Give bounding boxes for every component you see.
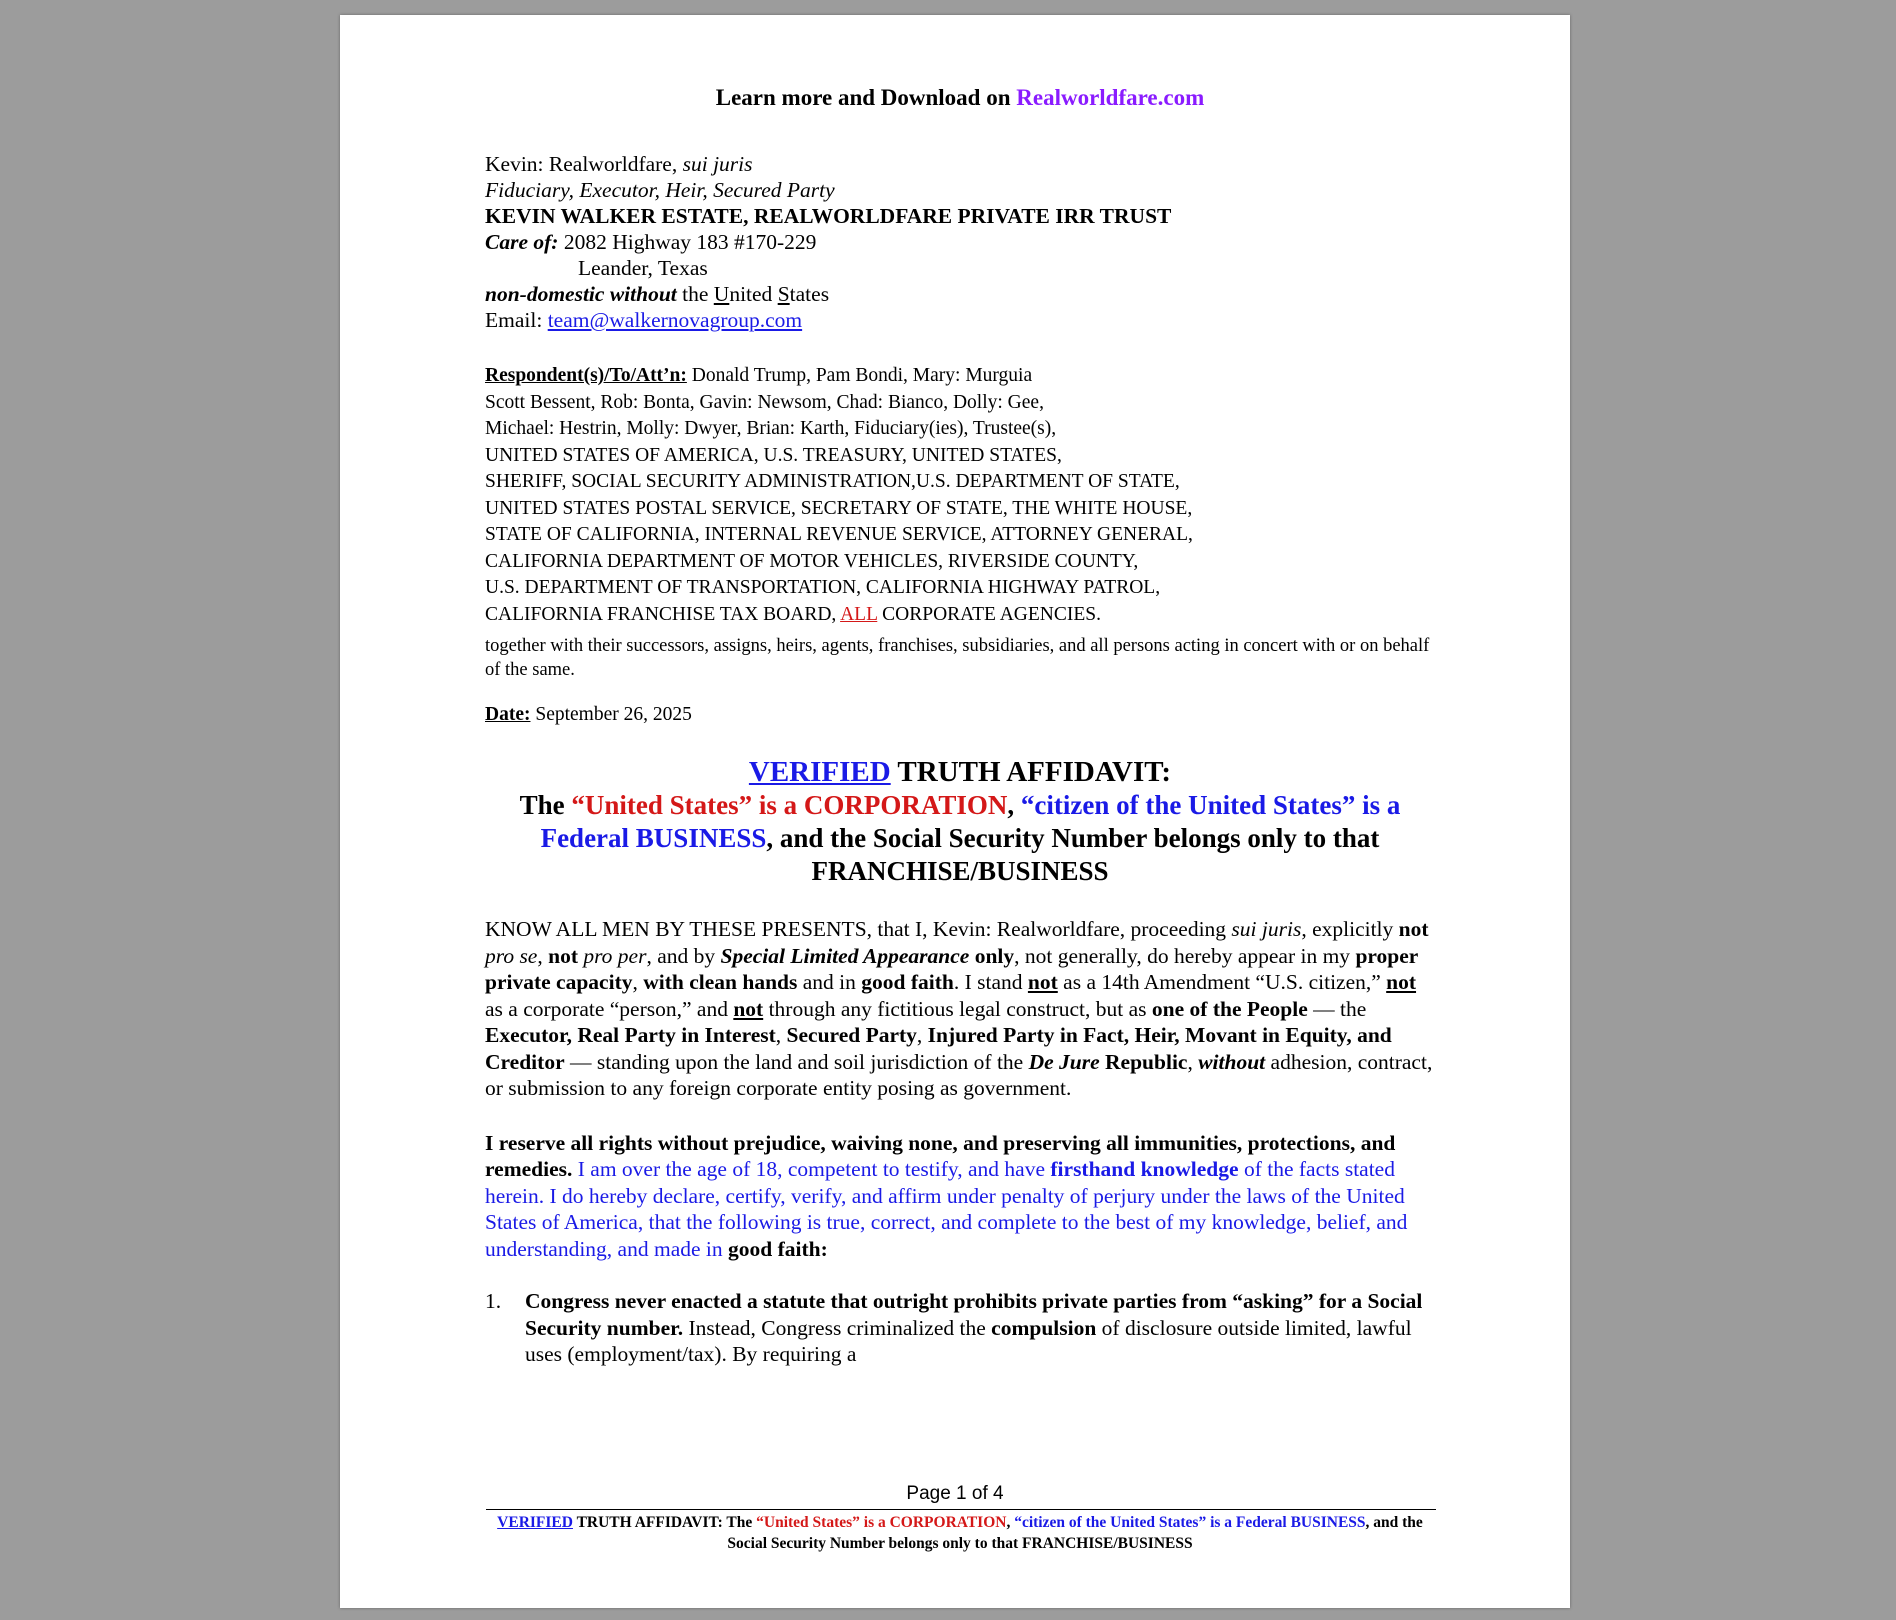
care-of-line: Care of: 2082 Highway 183 #170-229 xyxy=(485,230,817,254)
footer-divider xyxy=(486,1509,1436,1510)
respondents-line: Respondent(s)/To/Att’n: Donald Trump, Pam Bondi, Mary: Murguia xyxy=(485,365,1033,386)
sender-name-line: Kevin: Realworldfare, sui juris xyxy=(485,152,753,176)
respondents-label: Respondent(s)/To/Att’n: xyxy=(485,365,687,386)
email-link[interactable]: team@walkernovagroup.com xyxy=(547,308,803,332)
document-page xyxy=(340,15,1570,1608)
respondents-line: UNITED STATES POSTAL SERVICE, SECRETARY OF STATE, THE WHITE HOUSE, xyxy=(485,497,1193,519)
sender-roles: Fiduciary, Executor, Heir, Secured Party xyxy=(485,178,835,202)
banner xyxy=(485,85,1435,111)
list-item xyxy=(485,1288,1435,1368)
banner-site-link[interactable]: Realworldfare.com xyxy=(1016,85,1205,110)
address-city: Leander, Texas xyxy=(578,256,708,280)
respondents-line: CALIFORNIA FRANCHISE TAX BOARD, ALL CORPORATE AGENCIES. xyxy=(485,603,1102,625)
reservation-paragraph: I reserve all rights without prejudice, waiving none, and preserving all immunities, protections, and remedies. I am over the age of 18, competent to testify, and have firsthand knowledge of the facts stated herein. I do hereby declare, certify, verify, and affirm under penalty of perjury under the laws of the United States of America, that the following is true, correct, and complete to the best of my knowledge, belief, and understanding, and made in good faith: xyxy=(485,1130,1408,1261)
page-content xyxy=(485,85,1435,1368)
title-line-1: VERIFIED TRUTH AFFIDAVIT: xyxy=(748,756,1172,788)
date-value: September 26, 2025 xyxy=(530,704,692,725)
date-line xyxy=(485,704,1435,726)
list-item-text: Congress never enacted a statute that outright prohibits private parties from “asking” for a Social Security number. Instead, Congress criminalized the compulsion of disclosure outside limited, lawful uses (employment/tax). By requiring a xyxy=(525,1289,1423,1366)
respondents-line: SHERIFF, SOCIAL SECURITY ADMINISTRATION,U.S. DEPARTMENT OF STATE, xyxy=(485,471,1180,492)
banner-prefix: Learn more and Download on xyxy=(715,85,1017,110)
respondents-line: UNITED STATES OF AMERICA, U.S. TREASURY, UNITED STATES, xyxy=(485,444,1062,466)
respondents-line: U.S. DEPARTMENT OF TRANSPORTATION, CALIFORNIA HIGHWAY PATROL, xyxy=(485,577,1161,598)
email-line: Email: team@walkernovagroup.com xyxy=(485,308,803,332)
all-emphasis: ALL xyxy=(840,603,878,625)
know-all-men-paragraph: KNOW ALL MEN BY THESE PRESENTS, that I, Kevin: Realworldfare, proceeding sui juris, explicitly not pro se, not pro per, and by Special Limited Appearance only, not generally, do hereby appear in my proper private capacity, with clean hands and in good faith. I stand not as a 14th Amendment “U.S. citizen,” not as a corporate “person,” and not through any fictitious legal construct, but as one of the People — the Executor, Real Party in Interest, Secured Party, Injured Party in Fact, Heir, Movant in Equity, and Creditor — standing upon the land and soil jurisdiction of the De Jure Republic, without adhesion, contract, or submission to any foreign corporate entity posing as government. xyxy=(485,917,1433,1100)
page-footer: VERIFIED TRUTH AFFIDAVIT: The “United States” is a CORPORATION, “citizen of the United States” is a Federal BUSINESS, and the Social Security Number belongs only to that FRANCHISE/BUSINESS xyxy=(497,1514,1423,1552)
non-domestic-line: non-domestic without the United States xyxy=(485,282,830,306)
estate-name: KEVIN WALKER ESTATE, REALWORLDFARE PRIVATE IRR TRUST xyxy=(485,204,1172,228)
date-label: Date: xyxy=(485,704,531,725)
respondents-line: STATE OF CALIFORNIA, INTERNAL REVENUE SERVICE, ATTORNEY GENERAL, xyxy=(485,524,1193,545)
respondents-line: CALIFORNIA DEPARTMENT OF MOTOR VEHICLES, RIVERSIDE COUNTY, xyxy=(485,550,1139,572)
respondents-block xyxy=(485,363,1435,628)
respondents-line: Michael: Hestrin, Molly: Dwyer, Brian: Karth, Fiduciary(ies), Trustee(s), xyxy=(485,418,1057,439)
title-subtitle: The “United States” is a CORPORATION, “citizen of the United States” is a Federal BUSINESS, and the Social Security Number belongs only to that FRANCHISE/BUSINESS xyxy=(519,790,1401,886)
list-item-number: 1. xyxy=(485,1289,502,1313)
page-number: Page 1 of 4 xyxy=(906,1483,1004,1504)
sender-block xyxy=(485,151,1435,333)
title-verified: VERIFIED xyxy=(748,756,891,788)
affidavit-title xyxy=(485,756,1435,888)
respondents-line: Scott Bessent, Rob: Bonta, Gavin: Newsom, Chad: Bianco, Dolly: Gee, xyxy=(485,391,1044,413)
successors-clause: together with their successors, assigns, heirs, agents, franchises, subsidiaries, and all persons acting in concert with or on behalf of the same. xyxy=(485,636,1430,680)
